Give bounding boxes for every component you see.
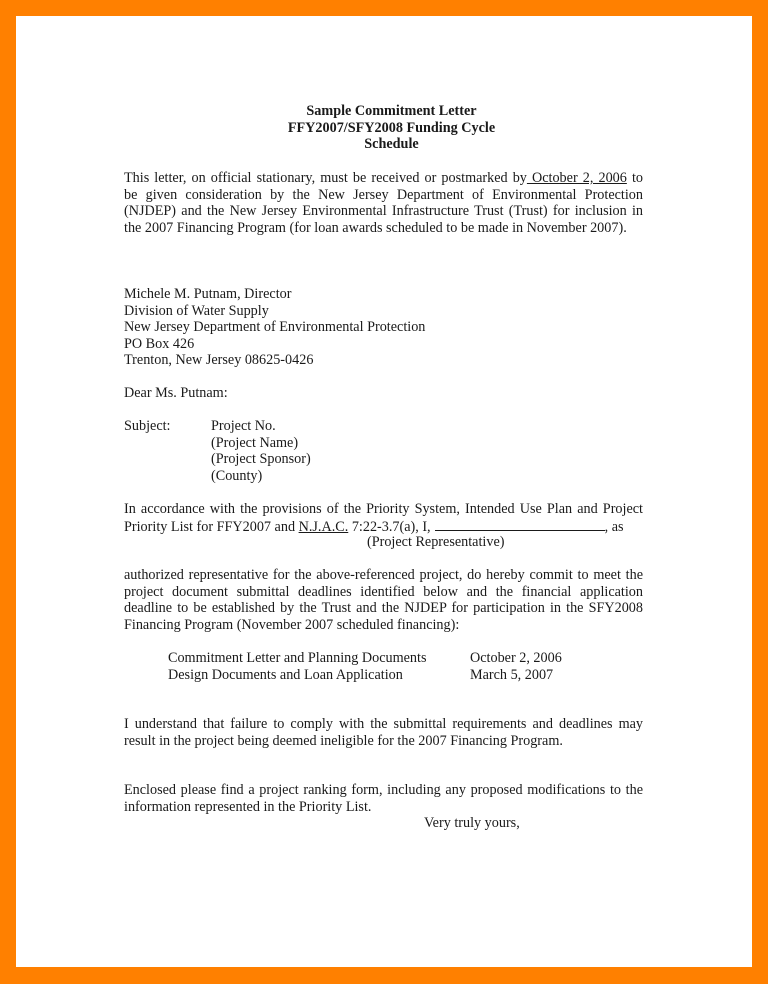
schedule-item: Commitment Letter and Planning Documents <box>168 650 427 666</box>
intro-line-1 <box>124 170 643 187</box>
subject-line: Project No. <box>211 418 276 434</box>
accordance-text-end: , as <box>604 518 624 535</box>
enclosed-line-1: Enclosed please find a project ranking form, including any proposed modifications to the <box>124 782 643 798</box>
intro-paragraph <box>124 170 643 236</box>
subject-lines <box>211 418 311 484</box>
recipient-address <box>124 286 425 369</box>
recipient-city: Trenton, New Jersey 08625-0426 <box>124 352 314 368</box>
subject-line: (Project Sponsor) <box>211 451 311 467</box>
schedule-table <box>168 650 588 683</box>
recipient-department: New Jersey Department of Environmental Protection <box>124 319 426 335</box>
representative-caption: (Project Representative) <box>367 534 505 550</box>
commitment-line-4: Financing Program (November 2007 scheduled financing): <box>124 616 460 633</box>
enclosed-line-2: information represented in the Priority List. <box>124 798 372 815</box>
recipient-po-box: PO Box 426 <box>124 335 195 352</box>
accordance-text: Priority List for FFY2007 and <box>124 518 299 535</box>
title-line-2: FFY2007/SFY2008 Funding Cycle <box>287 119 496 136</box>
subject-line: (County) <box>211 467 263 484</box>
letter-title <box>124 103 659 153</box>
subject-label: Subject: <box>124 418 171 434</box>
accordance-line-2 <box>124 518 643 536</box>
understanding-line-2: result in the project being deemed ineligible for the 2007 Financing Program. <box>124 732 563 749</box>
schedule-item: Design Documents and Loan Application <box>168 666 403 683</box>
schedule-date: March 5, 2007 <box>470 666 554 683</box>
representative-blank-line <box>435 518 605 531</box>
schedule-row <box>168 667 588 684</box>
commitment-line-1: authorized representative for the above-referenced project, do hereby commit to meet the <box>124 567 643 583</box>
deadline-date: October 2, 2006 <box>526 170 627 186</box>
understanding-paragraph <box>124 716 643 749</box>
accordance-paragraph <box>124 501 643 535</box>
title-line-3: Schedule <box>364 136 419 152</box>
schedule-row <box>168 650 588 667</box>
understanding-line-1: I understand that failure to comply with the submittal requirements and deadlines may <box>124 716 643 732</box>
commitment-paragraph <box>124 567 643 633</box>
commitment-line-2: project document submittal deadlines identified below and the financial application <box>124 583 643 600</box>
title-line-1: Sample Commitment Letter <box>306 103 477 119</box>
subject-line: (Project Name) <box>211 434 299 451</box>
intro-line-4: the 2007 Financing Program (for loan awards scheduled to be made in November 2007). <box>124 219 627 236</box>
enclosed-paragraph <box>124 782 643 815</box>
intro-line-3: (NJDEP) and the New Jersey Environmental Infrastructure Trust (Trust) for inclusion in <box>124 203 643 219</box>
recipient-name: Michele M. Putnam, Director <box>124 286 292 302</box>
salutation: Dear Ms. Putnam: <box>124 385 228 401</box>
closing: Very truly yours, <box>424 815 520 831</box>
intro-line-2: be given consideration by the New Jersey Department of Environmental Protection <box>124 186 643 203</box>
document-page <box>16 16 752 967</box>
accordance-citation: 7:22-3.7(a), I, <box>348 518 431 535</box>
commitment-line-3: deadline to be established by the Trust and the NJDEP for participation in the SFY2008 <box>124 600 643 616</box>
intro-text: This letter, on official stationary, must be received or postmarked by <box>124 170 527 186</box>
intro-text-end: to <box>626 170 643 186</box>
schedule-date: October 2, 2006 <box>470 650 562 666</box>
recipient-division: Division of Water Supply <box>124 302 269 319</box>
njac-reference: N.J.A.C. <box>298 518 349 535</box>
accordance-line-1: In accordance with the provisions of the Priority System, Intended Use Plan and Project <box>124 501 643 517</box>
